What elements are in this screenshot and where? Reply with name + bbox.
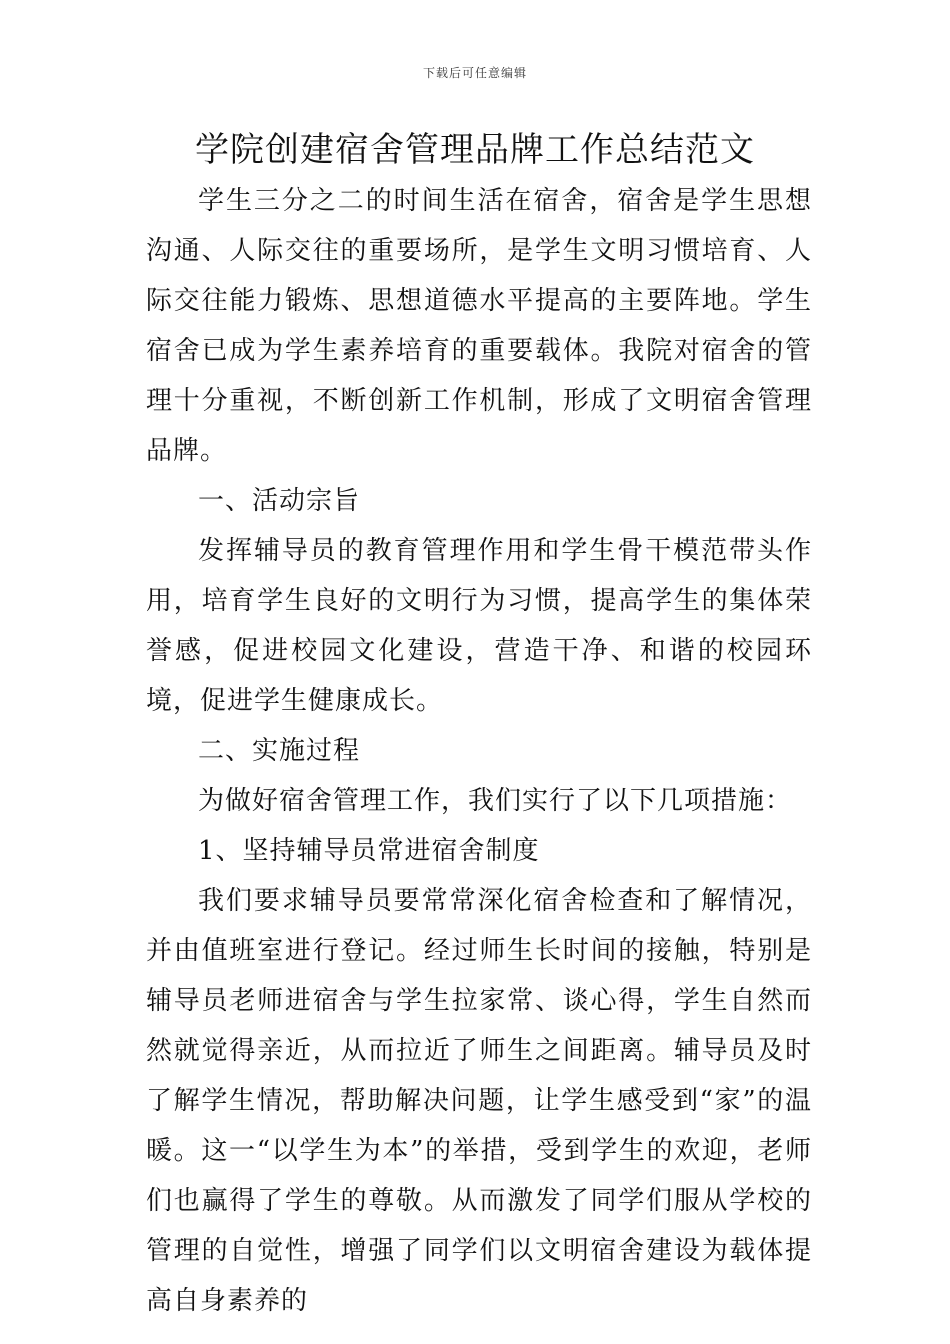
- subheading-counselor-visits: 1、坚持辅导员常进宿舍制度: [198, 836, 540, 866]
- document-title: 学院创建宿舍管理品牌工作总结范文: [195, 130, 755, 170]
- paragraph-purpose: 发挥辅导员的教育管理作用和学生骨干模范带头作用，培育学生良好的文明行为习惯，提高学生的集体荣誉感，促进校园文化建设，营造干净、和谐的校园环境，促进学生健康成长。: [146, 536, 812, 716]
- paragraph-intro: 学生三分之二的时间生活在宿舍，宿舍是学生思想沟通、人际交往的重要场所，是学生文明习惯培育、人际交往能力锻炼、思想道德水平提高的主要阵地。学生宿舍已成为学生素养培育的重要载体。我院对宿舍的管理十分重视，不断创新工作机制，形成了文明宿舍管理品牌。: [146, 186, 812, 466]
- header-note: 下载后可任意编辑: [422, 66, 527, 80]
- paragraph-measures-intro: 为做好宿舍管理工作，我们实行了以下几项措施：: [198, 786, 793, 816]
- section-heading-purpose: 一、活动宗旨: [198, 486, 361, 516]
- section-heading-process: 二、实施过程: [198, 736, 361, 766]
- paragraph-counselor-visits: 我们要求辅导员要常常深化宿舍检查和了解情况，并由值班室进行登记。经过师生长时间的接触，特别是辅导员老师进宿舍与学生拉家常、谈心得，学生自然而然就觉得亲近，从而拉近了师生之间距离。辅导员及时了解学生情况，帮助解决问题，让学生感受到“家”的温暖。这一“以学生为本”的举措，受到学生的欢迎，老师们也赢得了学生的尊敬。从而激发了同学们服从学校的管理的自觉性，增强了同学们以文明宿舍建设为载体提高自身素养的: [146, 886, 812, 1316]
- document-body: [146, 176, 812, 1326]
